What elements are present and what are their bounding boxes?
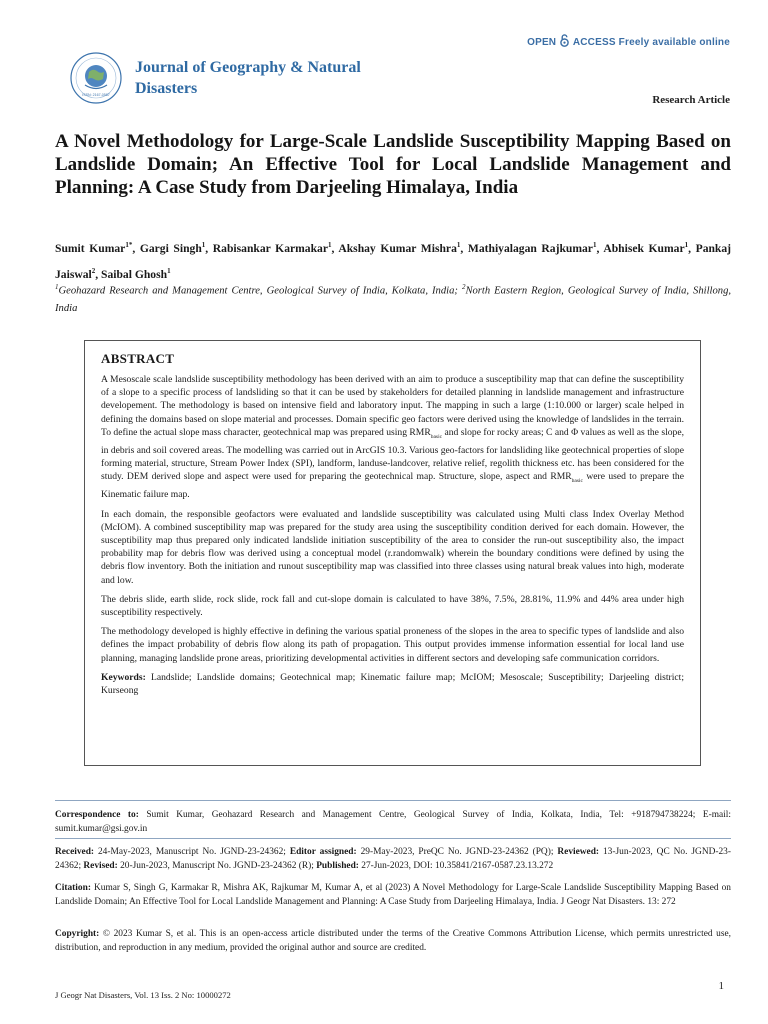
author-affiliation: 1 [201,241,206,249]
author-affiliation: 1 [684,241,689,249]
article-type: Research Article [652,94,730,106]
open-label: OPEN [527,37,557,48]
abstract-paragraph: The methodology developed is highly effective in defining the various spatial proneness of the slopes in the area to specific types of landslide and also defines the impact probability of debris flow along its path of propagation. This output provides immense information essential for local land use planning, managing landslide prone areas, prioritizing developmental activities in different sectors and developing safe communication corridors. [101,626,684,664]
author-name[interactable]: Mathiyalagan Rajkumar [467,241,593,255]
author-affiliation: 1 [167,266,171,275]
journal-reference: J Geogr Nat Disasters, Vol. 13 Iss. 2 No: 10000272 [55,990,231,1000]
author-affiliation: 1 [327,241,332,249]
author-name[interactable]: Gargi Singh [139,241,202,255]
open-access-lock-icon [560,34,569,47]
page-number: 1 [718,980,724,992]
journal-logo [70,52,122,104]
keywords [101,671,684,697]
divider [55,800,731,801]
author-affiliation: 2 [91,266,96,275]
article-title: A Novel Methodology for Large-Scale Landslide Susceptibility Mapping Based on Landslide Domain; An Effective Tool for Local Landslide Management and Planning: A Case Study from Darjeeling Himalaya, India [55,131,731,198]
abstract-heading: ABSTRACT [101,351,175,366]
correspondence: Correspondence to: Sumit Kumar, Geohazard Research and Management Centre, Geological Survey of India, Kolkata, India, Tel: +918794738224; E-mail: sumit.kumar@gsi.gov.in [55,810,731,834]
author-name[interactable]: Saibal Ghosh [101,267,168,281]
author-list: Sumit Kumar$^{1*}$, Gargi Singh$^1$, Rabisankar Karmakar$^1$, Akshay Kumar Mishra$^1$, Mathiyalagan Rajkumar$^1$, Abhisek Kumar$^1$, Pankaj Jaiswal$^2$, Saibal Ghosh$^1$ [55,241,732,281]
divider [55,838,731,839]
keywords-list: Landslide; Landslide domains; Geotechnical map; Kinematic failure map; McIOM; Mesoscale; Susceptibility; Darjeeling district; Kurseong [101,671,684,697]
affiliation-number: 1 [55,283,59,291]
abstract-paragraph: In each domain, the responsible geofactors were evaluated and landslide susceptibility was calculated using Multi class Index Overlay Method (McIOM). A combined susceptibility map was prepared for the study area using the susceptibility condition derived for each domain. However, the susceptibility map thus prepared only indicated landslide initiation susceptibility of the area to consider the run-out susceptibility also, the impact probability map for debris flow was derived using a conceptual model (r.randomwalk) wherein the boundary conditions were defined by using the debris flow inventory. Both the initiation and runout susceptibility map was classified into three classes using natural break values into high, moderate and low. [101,508,684,586]
author-name[interactable]: Rabisankar Karmakar [212,241,328,255]
author-name[interactable]: Pankaj Jaiswal [55,241,732,281]
abstract-paragraph: The debris slide, earth slide, rock slide, rock fall and cut-slope domain is calculated to have 38%, 7.5%, 28.81%, 11.9% and 44% area under high susceptibility respectively. [101,593,684,619]
affiliation-1: Geohazard Research and Management Centre, Geological Survey of India, Kolkata, India; [58,285,462,297]
keywords-label: Keywords: [101,671,146,683]
citation: Citation: Kumar S, Singh G, Karmakar R, Mishra AK, Rajkumar M, Kumar A, et al (2023) A Novel Methodology for Large-Scale Landslide Susceptibility Mapping Based on Landslide Domain; An Effective Tool for Local Landslide Management and Planning: A Case Study from Darjeeling Himalaya, India. J Geogr Nat Disasters. 13: 272 [55,883,731,907]
copyright: Copyright: © 2023 Kumar S, et al. This is an open-access article distributed under the terms of the Creative Commons Attribution License, which permits unrestricted use, distribution, and reproduction in any medium, provided the original author and source are credited. [55,929,731,953]
author-name[interactable]: Akshay Kumar Mishra [338,241,457,255]
journal-name[interactable]: Journal of Geography & Natural Disasters [135,59,361,97]
open-access-badge[interactable] [527,34,730,48]
abstract-box [84,340,701,766]
affiliations [55,279,731,317]
article-history: Received: 24-May-2023, Manuscript No. JGND-23-24362; Editor assigned: 29-May-2023, PreQC No. JGND-23-24362 (PQ); Reviewed: 13-Jun-2023, QC No. JGND-23-24362; Revised: 20-Jun-2023, Manuscript No. JGND-23-24362 (R); Published: 27-Jun-2023, DOI: 10.35841/2167-0587.23.13.272 [55,847,731,871]
access-label: ACCESS Freely available online [572,37,730,48]
affiliation-number: 2 [461,283,466,291]
author-affiliation: 1* [125,241,133,249]
author-affiliation: 1 [456,241,461,249]
author-name[interactable]: Abhisek Kumar [603,241,685,255]
logo-issn-text: ISSN: 2167-0587 [82,93,110,97]
affiliation-2: North Eastern Region, Geological Survey of India, Shillong, India [55,285,732,314]
author-name[interactable]: Sumit Kumar [55,241,126,255]
abstract-paragraph: A Mesoscale scale landslide susceptibility methodology has been derived with an aim to produce a susceptibility map that can define the susceptibility of a slope to a specific process of landsliding so that it can be used by stakeholders for detailed planning in landslide management and infrastructure developement. The methodology is based on intensive field and laboratory input. The mapping in such a large (1:10.000 or larger) scale helped in defining the domains based on slope material and processes. Domain specific geo factors were derived using the knowledge of landslides in the terrain. To define the actual slope mass character, geotechnical map was prepared using $RMR_{basic}$ and slope for rocky areas; C and Φ values as well as the slope, in debris and soil covered areas. The modelling was carried out in ArcGIS 10.3. Various geo-factors for landsliding like geotechnical properties of slope forming material, structure, Stream Power Index (SPI), landform, landuse-landcover, relative relief, regolith thickness etc. has been considered for the study. DEM derived slope and aspect were used for preparing the geotechnical map. Structure, slope, aspect and $RMR_{basic}$ were used to prepare the Kinematic failure map. [101,374,684,501]
author-affiliation: 1 [592,241,597,249]
